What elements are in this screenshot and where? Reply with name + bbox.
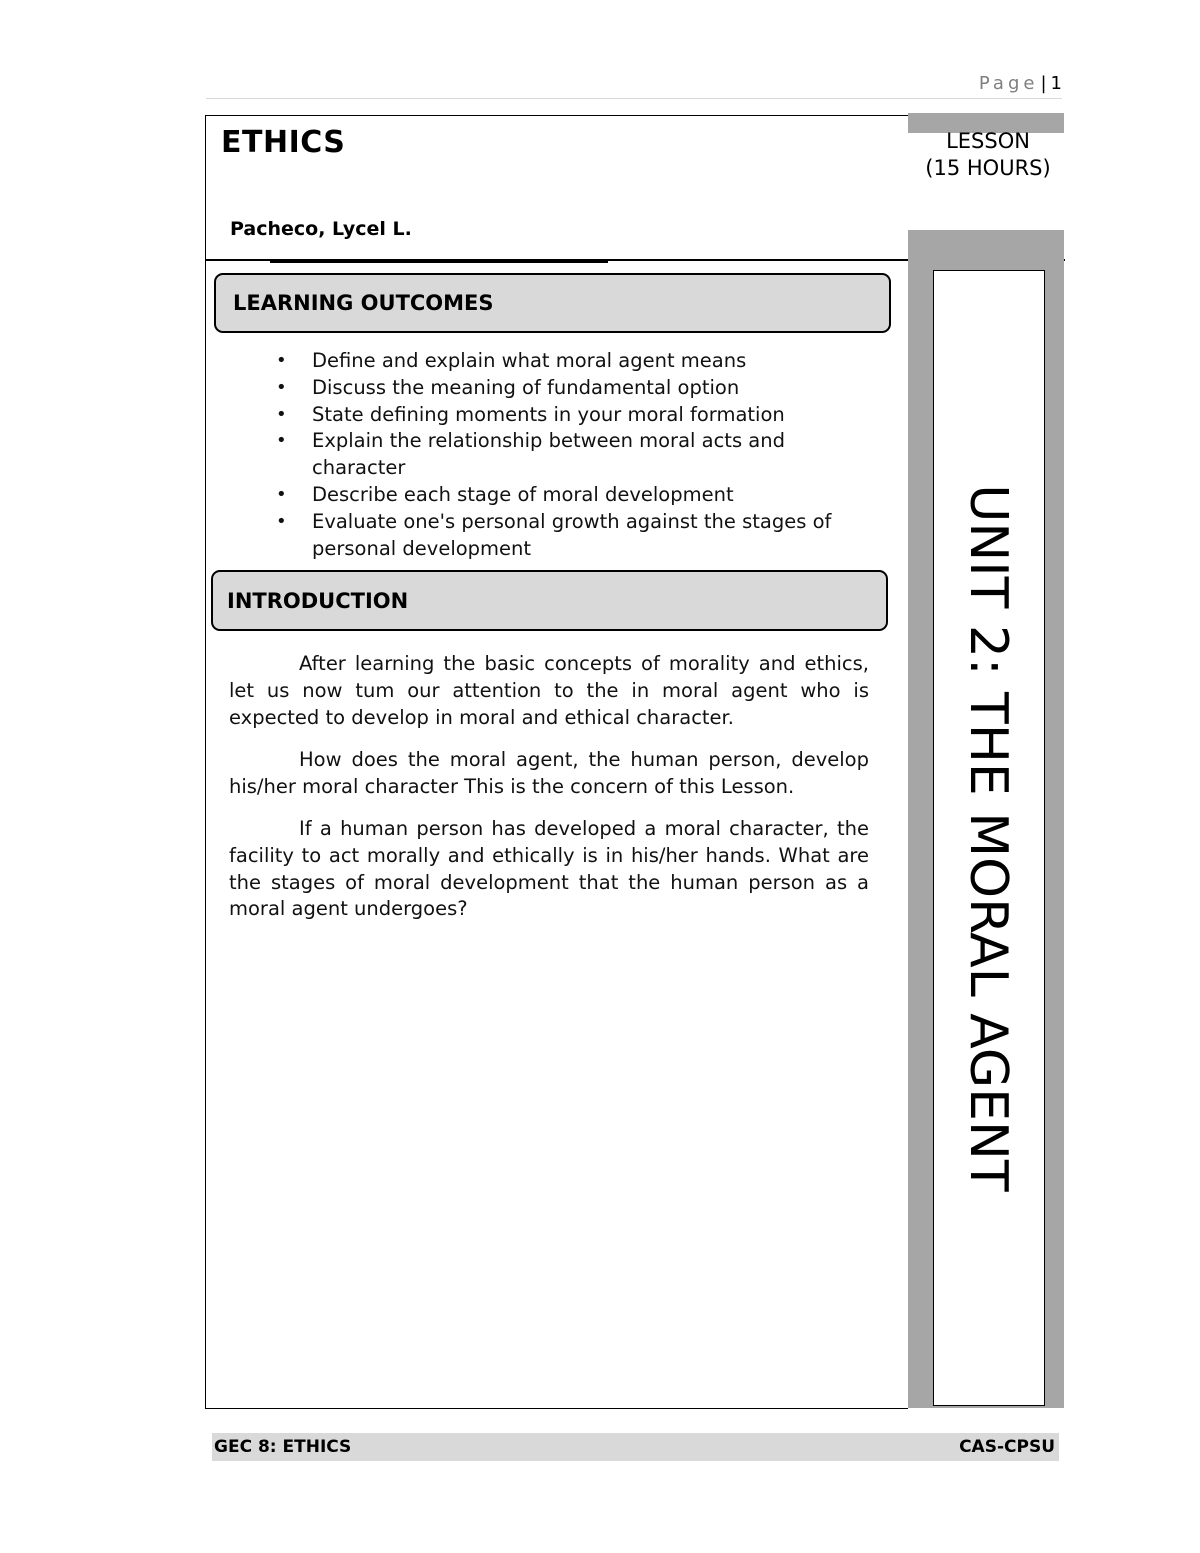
page-label: Page (978, 73, 1039, 94)
introduction-body (229, 651, 869, 939)
page-footer (212, 1433, 1059, 1461)
learning-outcomes-list (272, 348, 872, 562)
footer-institution: CAS-CPSU (959, 1437, 1055, 1457)
author-name: Pacheco, Lycel L. (230, 218, 412, 240)
page-header (206, 72, 1062, 99)
unit-title: UNIT 2: THE MORAL AGENT (958, 484, 1018, 1192)
paragraph: How does the moral agent, the human person, develop his/her moral character This is the concern of this Lesson. (229, 747, 869, 798)
introduction-heading: INTRODUCTION (227, 588, 409, 613)
introduction-heading-box (211, 570, 888, 631)
list-item: • Explain the relationship between moral acts and character (272, 428, 872, 482)
list-item: • Define and explain what moral agent means (272, 348, 872, 375)
learning-outcomes-heading-box (214, 273, 891, 333)
lesson-line1: LESSON (946, 129, 1030, 153)
document-title: ETHICS (221, 125, 346, 160)
footer-course: GEC 8: ETHICS (214, 1437, 352, 1457)
paragraph: If a human person has developed a moral character, the facility to act morally and ethically is in his/her hands. What are the stages of moral development that the human person as a moral agent undergoes? (229, 816, 869, 921)
page-separator: | (1040, 73, 1047, 94)
page-number: 1 (1050, 73, 1062, 94)
list-item: • State defining moments in your moral formation (272, 402, 872, 429)
paragraph: After learning the basic concepts of morality and ethics, let us now tum our attention to the in moral agent who is expected to develop in moral and ethical character. (229, 652, 869, 729)
lesson-line2: (15 HOURS) (925, 156, 1051, 180)
list-item: • Describe each stage of moral development (272, 482, 872, 509)
list-item: • Discuss the meaning of fundamental option (272, 375, 872, 402)
learning-outcomes-heading: LEARNING OUTCOMES (233, 291, 494, 315)
list-item: • Evaluate one's personal growth against the stages of personal development (272, 509, 872, 563)
author-underline (270, 261, 608, 263)
lesson-label (908, 128, 1068, 182)
